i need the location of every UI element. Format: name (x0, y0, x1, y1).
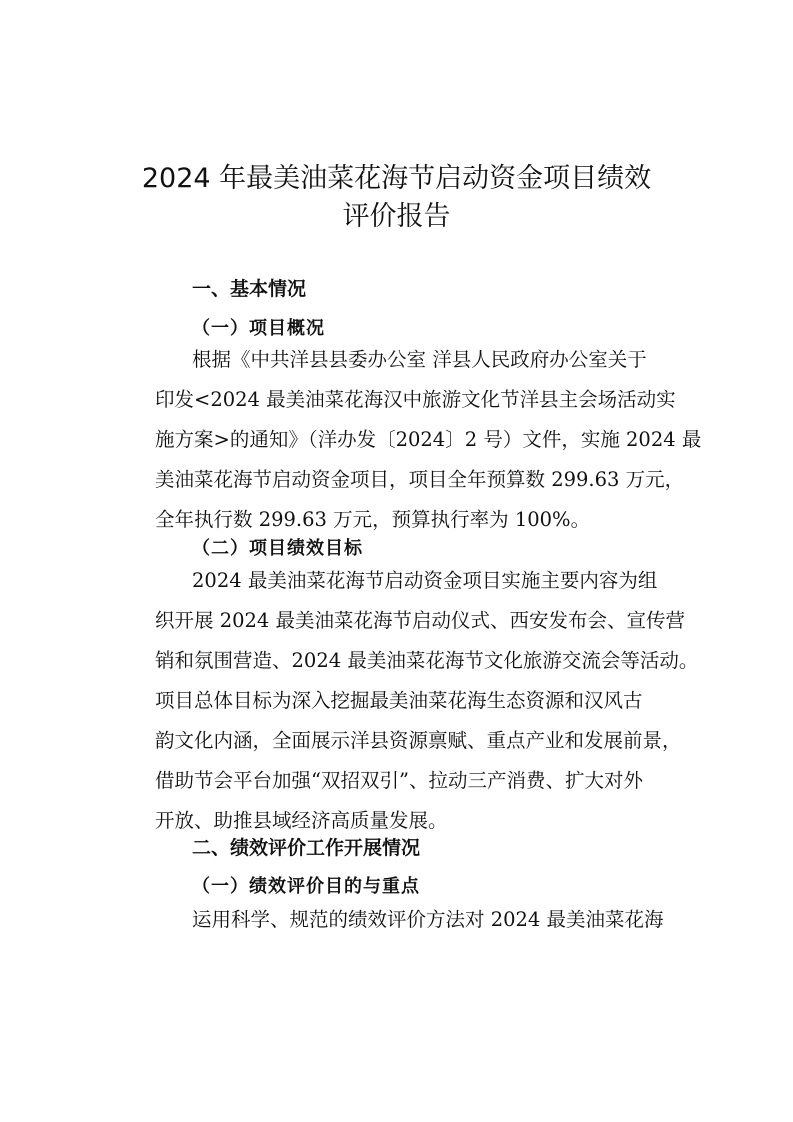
paragraph-line: 运用科学、规范的绩效评价方法对 2024 最美油菜花海 (192, 908, 664, 931)
paragraph-line: 施方案>的通知》（洋办发〔2024〕2 号）文件，实施 2024 最 (155, 428, 702, 451)
paragraph-line: 销和氛围营造、2024 最美油菜花海节文化旅游交流会等活动。 (155, 649, 699, 672)
paragraph-line: 全年执行数 299.63 万元，预算执行率为 100%。 (155, 508, 591, 531)
paragraph-line: 开放、助推县域经济高质量发展。 (155, 809, 448, 832)
paragraph-line: 根据《中共洋县县委办公室 洋县人民政府办公室关于 (192, 348, 647, 371)
document-title-line-1: 2024 年最美油菜花海节启动资金项目绩效 (141, 163, 652, 194)
paragraph-line: 项目总体目标为深入挖掘最美油菜花海生态资源和汉风古 (155, 689, 643, 712)
section-heading-evaluation-work: 二、绩效评价工作开展情况 (192, 837, 421, 859)
subsection-heading-project-overview: （一）项目概况 (192, 318, 325, 339)
paragraph-line: 美油菜花海节启动资金项目，项目全年预算数 299.63 万元， (155, 468, 685, 491)
subsection-heading-evaluation-purpose: （一）绩效评价目的与重点 (192, 876, 420, 897)
paragraph-performance-goals (155, 561, 699, 841)
paragraph-project-overview (155, 340, 702, 540)
paragraph-line: 韵文化内涵，全面展示洋县资源禀赋、重点产业和发展前景， (155, 729, 682, 752)
paragraph-evaluation-purpose (155, 900, 664, 940)
subsection-heading-performance-goals: （二）项目绩效目标 (192, 538, 363, 559)
paragraph-line: 印发<2024 最美油菜花海汉中旅游文化节洋县主会场活动实 (155, 388, 676, 411)
paragraph-line: 借助节会平台加强“双招双引”、拉动三产消费、扩大对外 (155, 769, 643, 792)
document-title-line-2: 评价报告 (342, 201, 451, 232)
paragraph-line: 织开展 2024 最美油菜花海节启动仪式、西安发布会、宣传营 (155, 609, 686, 632)
section-heading-basic-info: 一、基本情况 (192, 278, 307, 300)
paragraph-line: 2024 最美油菜花海节启动资金项目实施主要内容为组 (192, 569, 658, 592)
